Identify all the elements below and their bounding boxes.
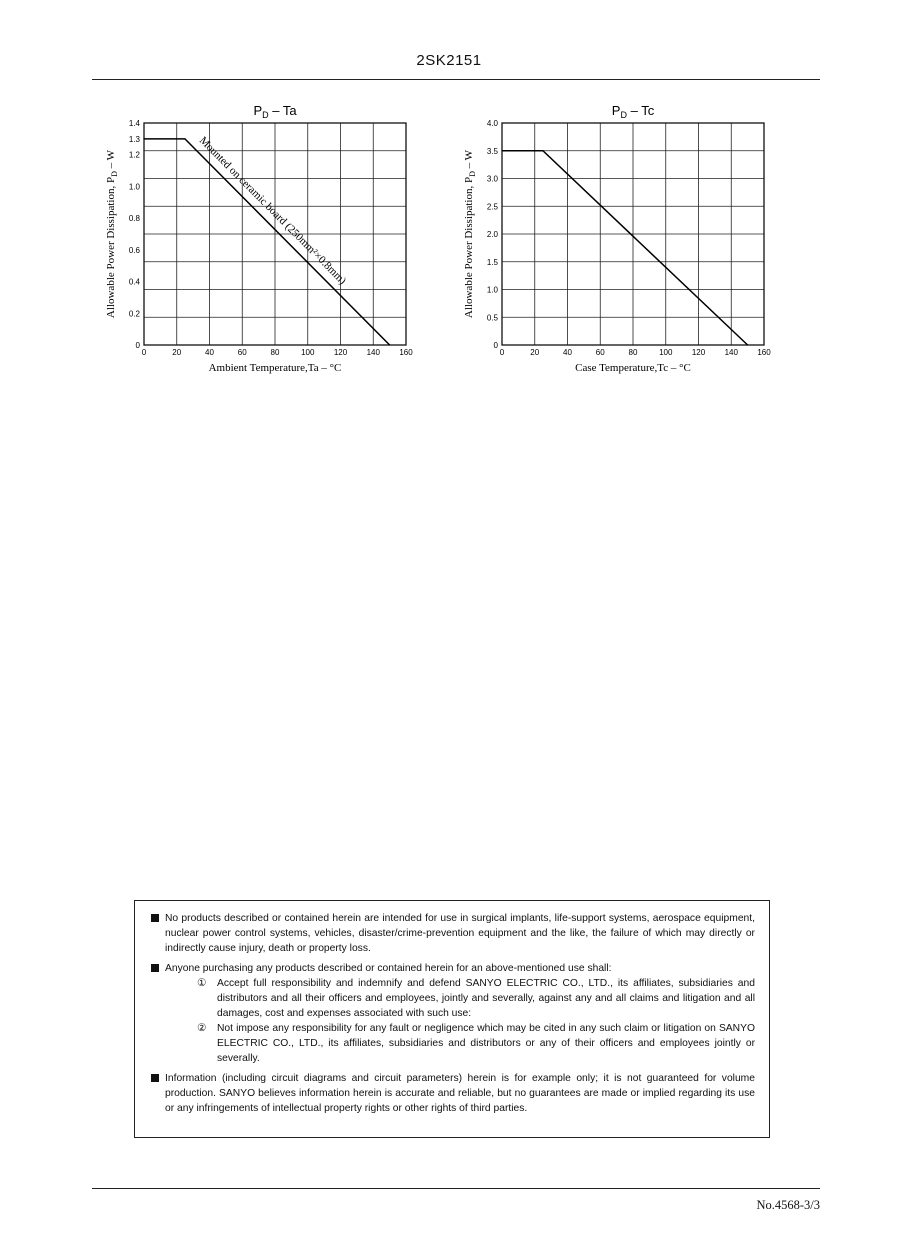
y-tick-label: 3.0	[486, 174, 498, 184]
circled-number: ①	[197, 978, 207, 989]
disclaimer-text: No products described or contained herein are intended for use in surgical implants, life-support systems, aerospace equipment, nuclear power control systems, vehicles, disaster/crime-prevention equipment and the like, the failure of which may directly or indirectly cause injury, death or property loss.	[165, 913, 755, 954]
x-tick-label: 20	[530, 348, 540, 357]
circled-number: ②	[197, 1023, 207, 1034]
chart-title-main: P	[611, 103, 621, 118]
x-tick-label: 80	[270, 348, 280, 357]
x-tick-label: 40	[205, 348, 214, 357]
pd-ta-chart	[100, 95, 440, 385]
y-tick-label: 0.2	[128, 309, 140, 319]
x-tick-label: 20	[172, 348, 182, 357]
y-tick-label: 2.5	[486, 202, 498, 212]
disclaimer-paragraph	[151, 961, 755, 1066]
square-bullet-icon	[151, 964, 159, 972]
x-tick-label: 160	[757, 348, 771, 357]
x-axis-label: Ambient Temperature,Ta – °C	[208, 362, 342, 374]
y-axis-label	[463, 149, 477, 318]
y-tick-label: 0.8	[128, 214, 140, 224]
y-axis-label-main: Allowable Power Dissipation, P	[105, 176, 117, 319]
chart-title	[253, 103, 297, 120]
x-tick-label: 60	[595, 348, 605, 357]
x-tick-label: 120	[333, 348, 348, 357]
disclaimer-box	[134, 900, 770, 1138]
y-tick-label: 0	[135, 341, 140, 350]
x-axis-label: Case Temperature,Tc – °C	[575, 362, 691, 374]
chart-svg	[458, 95, 798, 385]
x-tick-label: 100	[659, 348, 673, 357]
y-tick-label: 4.0	[486, 119, 498, 128]
y-axis-label-subscript: D	[110, 171, 119, 177]
header-rule	[92, 79, 820, 80]
disclaimer-subitem-text: Not impose any responsibility for any fault or negligence which may be cited in any such claim or litigation on SANYO ELECTRIC CO., LTD., its affiliates, subsidiaries and distributors or any of their officers and employees jointly or severally.	[217, 1023, 755, 1064]
y-tick-label: 1.3	[128, 134, 140, 144]
pd-tc-chart	[458, 95, 798, 385]
y-tick-label: 1.2	[128, 150, 140, 160]
square-bullet-icon	[151, 1074, 159, 1082]
grid	[502, 123, 764, 345]
x-tick-label: 0	[499, 348, 505, 357]
x-tick-label: 160	[399, 348, 413, 357]
data-point	[747, 344, 748, 345]
square-bullet-icon	[151, 914, 159, 922]
disclaimer-intro	[151, 961, 755, 976]
x-tick-label: 60	[237, 348, 247, 357]
x-tick-label: 0	[141, 348, 147, 357]
y-axis-label-main: Allowable Power Dissipation, P	[463, 176, 475, 319]
x-tick-label: 40	[563, 348, 572, 357]
disclaimer-text: Information (including circuit diagrams and circuit parameters) herein is for example only; it is not guaranteed for volume production. SANYO believes information herein is accurate and reliable, but no guarantees are made or implied regarding its use or any infringements of intellectual property rights or other rights of third parties.	[165, 1073, 755, 1114]
y-tick-label: 1.0	[486, 285, 498, 295]
data-point	[389, 344, 390, 345]
disclaimer-paragraph	[151, 911, 755, 956]
part-number-title: 2SK2151	[416, 52, 482, 69]
y-tick-label: 1.0	[128, 182, 140, 192]
y-axis-label-subscript: D	[468, 171, 477, 177]
disclaimer-text: Anyone purchasing any products described or contained herein for an above-mentioned use shall:	[165, 963, 612, 974]
y-tick-label: 1.5	[486, 257, 498, 267]
chart-title-rest: – Ta	[268, 103, 297, 118]
disclaimer-subitem	[197, 1021, 755, 1066]
data-point	[143, 138, 144, 139]
chart-title-rest: – Tc	[626, 103, 655, 118]
y-axis-label-unit: – W	[105, 149, 117, 172]
grid	[144, 123, 406, 345]
y-axis-label	[105, 149, 119, 318]
chart-title	[612, 103, 655, 120]
chart-title-subscript: D	[620, 110, 627, 120]
y-tick-label: 1.4	[128, 119, 140, 128]
chart-svg	[100, 95, 440, 385]
chart-title-main: P	[253, 103, 263, 118]
x-tick-label: 80	[628, 348, 638, 357]
chart-annotation: Mounted on ceramic board (250mm²×0.8mm)	[196, 134, 349, 287]
data-series-line	[502, 151, 748, 345]
page-number: No.4568-3/3	[756, 1198, 820, 1212]
y-tick-label: 2.0	[486, 230, 498, 239]
footer-rule	[92, 1188, 820, 1189]
disclaimer-subitem	[197, 976, 755, 1021]
y-tick-label: 0.4	[128, 277, 140, 287]
data-series-line	[144, 139, 390, 345]
y-tick-label: 0.6	[128, 245, 140, 255]
disclaimer-subitem-text: Accept full responsibility and indemnify and defend SANYO ELECTRIC CO., LTD., its affiliates, subsidiaries and distributors and all their officers and employees, jointly and severally, against any and all claims and litigation and all damages, cost and expenses associated with such use:	[217, 978, 755, 1019]
data-point	[501, 150, 502, 151]
chart-title-subscript: D	[262, 110, 269, 120]
y-tick-label: 0	[493, 341, 498, 350]
data-point	[184, 138, 185, 139]
x-tick-label: 140	[366, 348, 380, 357]
data-point	[542, 150, 543, 151]
disclaimer-paragraph	[151, 1071, 755, 1116]
x-tick-label: 100	[301, 348, 315, 357]
y-axis-label-unit: – W	[463, 149, 475, 172]
x-tick-label: 120	[691, 348, 706, 357]
x-tick-label: 140	[724, 348, 738, 357]
y-tick-label: 3.5	[486, 146, 498, 156]
y-tick-label: 0.5	[486, 313, 498, 323]
